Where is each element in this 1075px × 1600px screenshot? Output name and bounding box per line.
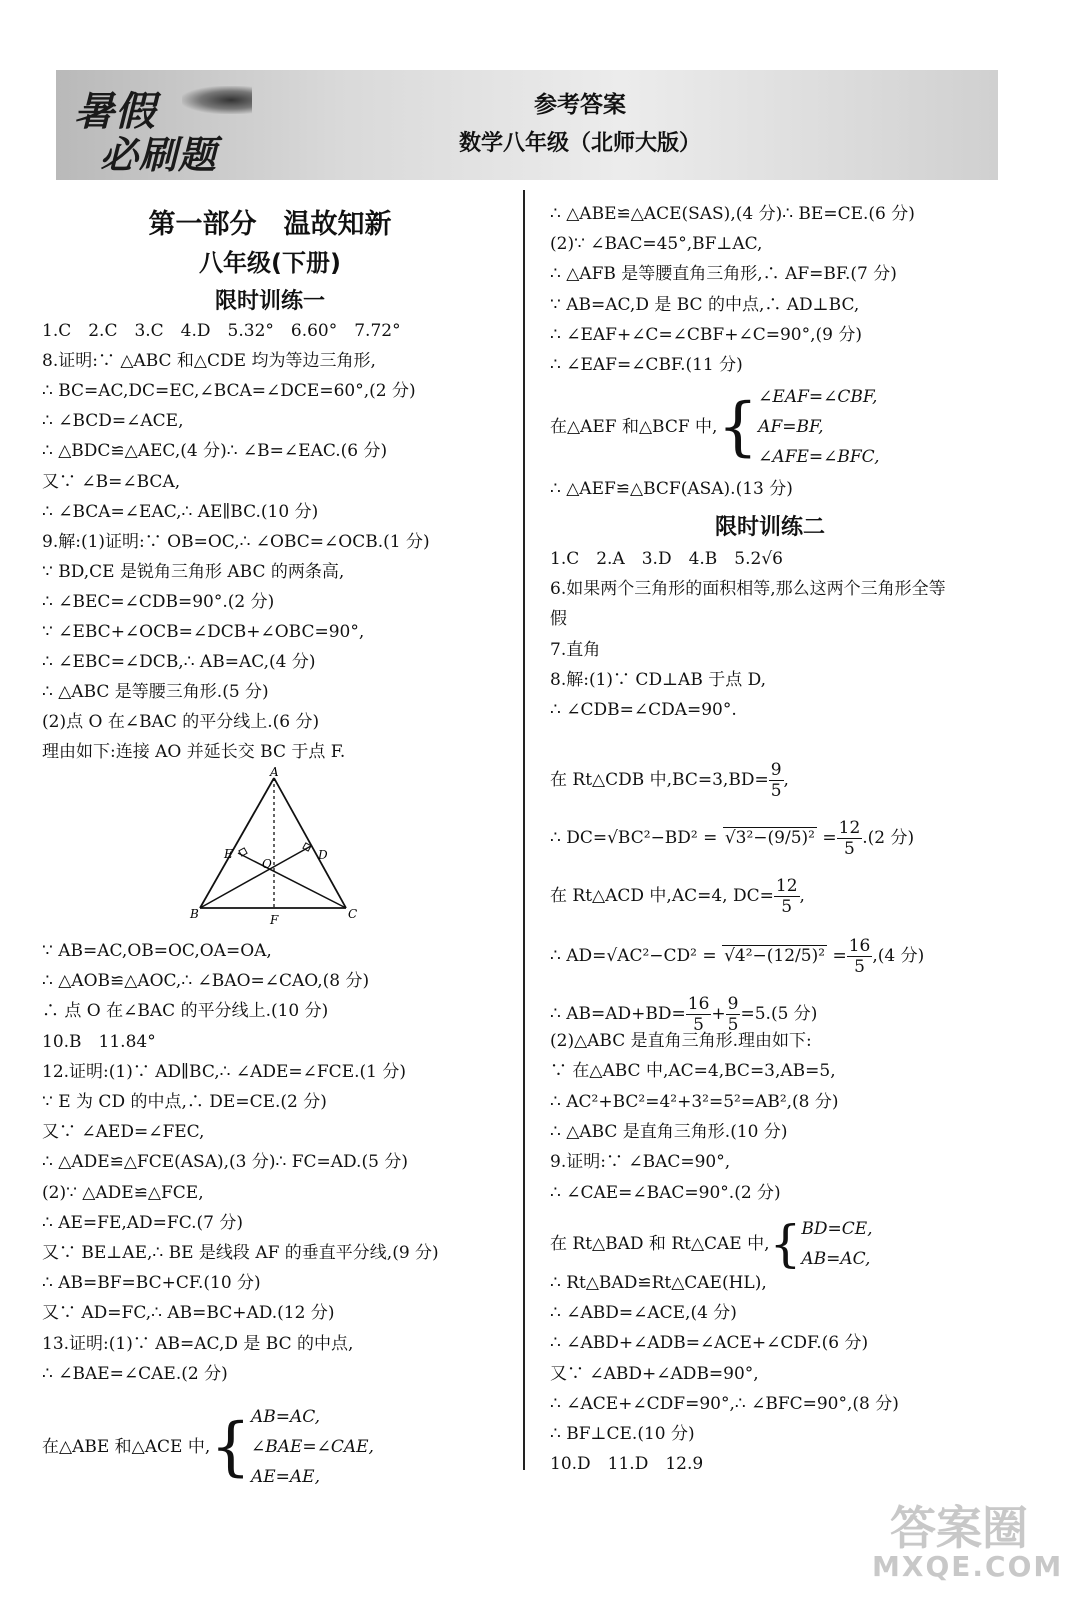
answer-line: ∴ △AFB 是等腰直角三角形,∴ AF=BF.(7 分) <box>550 264 897 285</box>
fraction <box>769 760 784 801</box>
section-title-2: 限时训练二 <box>714 515 825 540</box>
answer-line: ∴ 点 O 在∠BAC 的平分线上.(10 分) <box>42 1001 329 1022</box>
fig-label-b: B <box>190 907 199 921</box>
series-logo <box>70 80 250 175</box>
left-brace: { <box>210 1410 251 1484</box>
logo-line1: 暑假 <box>74 89 156 135</box>
answer-line: ∴ △ADE≌△FCE(ASA),(3 分)∴ FC=AD.(5 分) <box>42 1152 408 1173</box>
numerator: 12 <box>838 818 861 838</box>
right-system1-line: ∠EAF=∠CBF, <box>758 387 878 407</box>
answer-line: ∴ ∠BCA=∠EAC,∴ AE∥BC.(10 分) <box>42 501 319 522</box>
numerator: 16 <box>848 936 871 956</box>
answer-line: ∴ ∠ABD=∠ACE,(4 分) <box>550 1303 737 1324</box>
answer-line: 理由如下:连接 AO 并延长交 BC 于点 F. <box>42 742 346 763</box>
answer-line: 又∵ ∠ABD+∠ADB=90°, <box>550 1363 759 1384</box>
answer-line: (2)∵ △ADE≌△FCE, <box>42 1182 204 1203</box>
answer-line: ∴ ∠BCD=∠ACE, <box>42 411 184 432</box>
math-line-2 <box>550 818 914 859</box>
answer-line: ∴ ∠CAE=∠BAC=90°.(2 分) <box>550 1182 781 1203</box>
answer-line: 又∵ ∠AED=∠FEC, <box>42 1122 205 1143</box>
fraction <box>847 936 873 977</box>
fraction <box>726 994 741 1035</box>
math-text: =5.(5 分) <box>740 1004 818 1024</box>
answer-line: ∴ △AOB≌△AOC,∴ ∠BAO=∠CAO,(8 分) <box>42 971 370 992</box>
answer-line: ∴ △BDC≌△AEC,(4 分)∴ ∠B=∠EAC.(6 分) <box>42 441 388 462</box>
right-system1-line: AF=BF, <box>758 417 824 437</box>
math-text: , <box>783 770 789 790</box>
ink-brush-decoration <box>182 86 252 114</box>
denominator: 5 <box>693 1015 704 1035</box>
answer-line: ∴ △ABC 是等腰三角形.(5 分) <box>42 682 269 703</box>
answer-line: ∴ BF⊥CE.(10 分) <box>550 1424 695 1444</box>
denominator: 5 <box>727 1015 739 1035</box>
math-text: ∴ AB=AD+BD= <box>550 1004 686 1024</box>
answer-line: (2)点 O 在∠BAC 的平分线上.(6 分) <box>42 712 320 733</box>
denominator: 5 <box>854 957 865 977</box>
watermark <box>860 1492 1064 1592</box>
fig-label-a: A <box>270 766 279 779</box>
answer-line: ∴ ∠CDB=∠CDA=90°. <box>550 700 737 720</box>
left-system-prefix: 在△ABE 和△ACE 中, <box>42 1437 211 1457</box>
right-line-after-system1: ∴ △AEF≌△BCF(ASA).(13 分) <box>550 479 793 499</box>
right-system-block-1 <box>550 382 879 472</box>
column-divider <box>523 190 525 1470</box>
answer-line: ∵ ∠EBC+∠OCB=∠DCB+∠OBC=90°, <box>42 622 365 642</box>
answer-line: 1.C 2.C 3.C 4.D 5.32° 6.60° 7.72° <box>42 321 401 341</box>
math-text: 在 Rt△ACD 中,AC=4, DC= <box>550 886 774 906</box>
fig-label-e: E <box>224 847 233 861</box>
grade-title: 八年级(下册) <box>199 249 341 277</box>
answer-line: 又∵ ∠B=∠BCA, <box>42 471 181 492</box>
math-text: 在 Rt△CDB 中,BC=3,BD= <box>550 770 769 790</box>
fraction <box>837 818 863 859</box>
right-brace-1: { <box>717 390 759 464</box>
answer-line: ∵ E 为 CD 的中点,∴ DE=CE.(2 分) <box>42 1092 327 1112</box>
watermark-line2: MXQE.COM <box>872 1550 1064 1583</box>
answer-line: 又∵ BE⊥AE,∴ BE 是线段 AF 的垂直平分线,(9 分) <box>42 1243 439 1263</box>
right-system1-prefix: 在△AEF 和△BCF 中, <box>550 417 718 437</box>
denominator: 5 <box>844 839 855 859</box>
logo-line2: 必刷题 <box>100 133 218 177</box>
right-system2-line: BD=CE, <box>801 1219 873 1239</box>
right-system1-lines <box>758 382 879 472</box>
right-system2-line: AB=AC, <box>801 1249 871 1269</box>
fig-label-o: O <box>262 857 272 871</box>
fig-label-f: F <box>270 913 279 926</box>
answer-line: ∴ AB=BF=BC+CF.(10 分) <box>42 1273 261 1294</box>
math-text: ∴ AD=√AC²−CD² = <box>550 946 717 966</box>
left-system-lines <box>251 1402 374 1492</box>
right-system2-prefix: 在 Rt△BAD 和 Rt△CAE 中, <box>550 1234 770 1254</box>
left-system-line: AE=AE, <box>250 1467 320 1487</box>
numerator: 16 <box>687 994 710 1014</box>
answer-line: ∵ 在△ABC 中,AC=4,BC=3,AB=5, <box>550 1061 836 1082</box>
right-system2-lines <box>801 1214 872 1274</box>
answer-line: 8.证明:∵ △ABC 和△CDE 均为等边三角形, <box>42 351 376 372</box>
answer-line: ∴ ∠EBC=∠DCB,∴ AB=AC,(4 分) <box>42 652 316 673</box>
answer-line: ∵ BD,CE 是锐角三角形 ABC 的两条高, <box>42 561 345 582</box>
math-text: .(2 分) <box>862 828 915 848</box>
math-text: + <box>711 1004 726 1024</box>
section-title-1: 限时训练一 <box>214 289 325 314</box>
answer-line: 10.D 11.D 12.9 <box>550 1454 704 1475</box>
answer-line: ∴ ∠ACE+∠CDF=90°,∴ ∠BFC=90°,(8 分) <box>550 1393 899 1414</box>
left-system-block <box>42 1402 374 1487</box>
answer-line: 假 <box>550 609 567 630</box>
fig-label-c: C <box>348 907 358 921</box>
answer-line: ∴ △ABC 是直角三角形.(10 分) <box>550 1121 788 1142</box>
answer-line: ∵ AB=AC,OB=OC,OA=OA, <box>42 941 272 961</box>
denominator: 5 <box>781 897 793 917</box>
fraction <box>686 994 712 1035</box>
left-system-line: ∠BAE=∠CAE, <box>250 1437 374 1457</box>
answer-line: (2)△ABC 是直角三角形.理由如下: <box>550 1031 812 1051</box>
answer-line: ∴ Rt△BAD≌Rt△CAE(HL), <box>550 1273 767 1293</box>
answer-line: 9.证明:∵ ∠BAC=90°, <box>550 1152 731 1173</box>
header-title: 参考答案 <box>534 92 626 118</box>
answer-line: 12.证明:(1)∵ AD∥BC,∴ ∠ADE=∠FCE.(1 分) <box>42 1061 406 1082</box>
math-line-5 <box>550 994 817 1035</box>
answer-line: 6.如果两个三角形的面积相等,那么这两个三角形全等 <box>550 579 946 600</box>
answer-line: 8.解:(1)∵ CD⊥AB 于点 D, <box>550 669 767 690</box>
answer-line: (2)∵ ∠BAC=45°,BF⊥AC, <box>550 234 763 255</box>
numerator: 12 <box>775 876 798 896</box>
answer-line: 7.直角 <box>550 639 601 660</box>
answer-line: ∴ BC=AC,DC=EC,∠BCA=∠DCE=60°,(2 分) <box>42 381 416 402</box>
math-text: ,(4 分) <box>872 946 925 966</box>
answer-line: 1.C 2.A 3.D 4.B 5.2√6 <box>550 549 783 569</box>
answer-line: ∴ △ABE≌△ACE(SAS),(4 分)∴ BE=CE.(6 分) <box>550 204 915 224</box>
math-text: = <box>832 946 847 966</box>
answer-line: ∵ AB=AC,D 是 BC 的中点,∴ AD⊥BC, <box>550 294 860 315</box>
header-subtitle: 数学八年级（北师大版） <box>458 131 701 156</box>
math-text: ∴ DC=√BC²−BD² = <box>550 828 718 848</box>
answer-line: 13.证明:(1)∵ AB=AC,D 是 BC 的中点, <box>42 1333 354 1354</box>
answer-line: 10.B 11.84° <box>42 1031 156 1052</box>
sqrt-expression: √4²−(12/5)² <box>724 946 826 966</box>
numerator: 9 <box>727 994 739 1014</box>
watermark-line1: 答案圈 <box>890 1501 1028 1555</box>
triangle-figure <box>188 766 368 926</box>
denominator: 5 <box>770 781 782 801</box>
answer-line: ∴ AC²+BC²=4²+3²=5²=AB²,(8 分) <box>550 1091 839 1112</box>
answer-line: 又∵ AD=FC,∴ AB=BC+AD.(12 分) <box>42 1303 335 1324</box>
right-system-block-2 <box>550 1212 873 1272</box>
answer-line: ∴ AE=FE,AD=FC.(7 分) <box>42 1212 243 1233</box>
answer-line: 9.解:(1)证明:∵ OB=OC,∴ ∠OBC=∠OCB.(1 分) <box>42 531 430 552</box>
answer-line: ∴ ∠BAE=∠CAE.(2 分) <box>42 1363 228 1384</box>
right-system1-line: ∠AFE=∠BFC, <box>758 447 880 467</box>
answer-line: ∴ ∠ABD+∠ADB=∠ACE+∠CDF.(6 分) <box>550 1333 869 1354</box>
answer-line: ∴ ∠EAF=∠CBF.(11 分) <box>550 355 743 375</box>
part-title: 第一部分 温故知新 <box>148 209 392 240</box>
answer-line: ∴ ∠EAF+∠C=∠CBF+∠C=90°,(9 分) <box>550 324 862 345</box>
fraction <box>774 876 800 917</box>
sqrt-expression: √3²−(9/5)² <box>724 828 815 848</box>
math-line-4 <box>550 936 924 977</box>
numerator: 9 <box>770 760 782 780</box>
fig-label-d: D <box>318 848 328 862</box>
right-brace-2: { <box>769 1215 802 1273</box>
math-text: = <box>822 828 837 848</box>
answer-line: ∴ ∠BEC=∠CDB=90°.(2 分) <box>42 591 275 612</box>
math-line-1 <box>550 760 789 801</box>
math-line-3 <box>550 876 805 917</box>
math-text: , <box>799 886 805 906</box>
left-system-line: AB=AC, <box>250 1407 321 1427</box>
